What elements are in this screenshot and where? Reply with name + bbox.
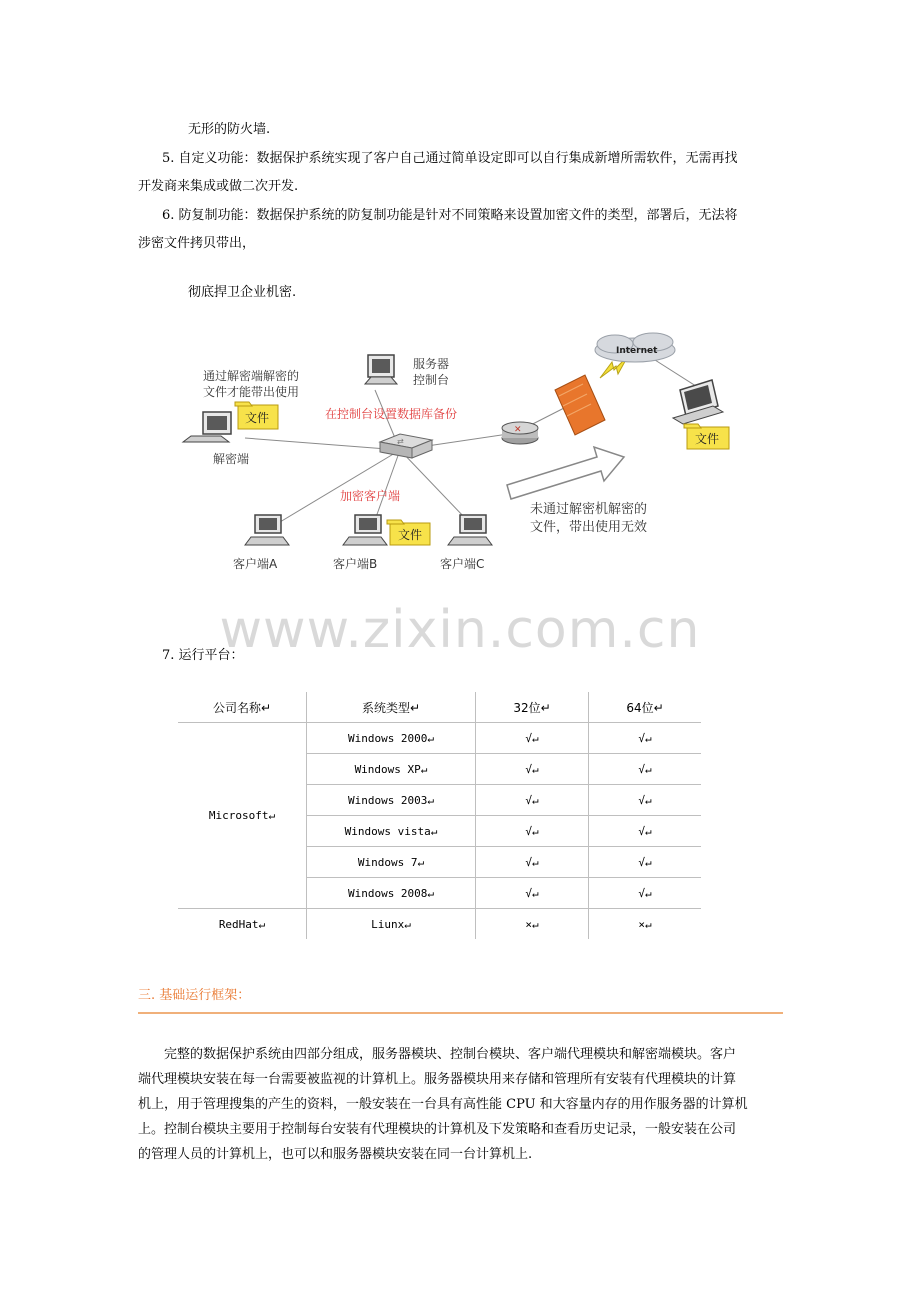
body-line: 端代理模块安装在每一台需要被监视的计算机上。服务器模块用来存储和管理所有安装有代理模块的计算 — [138, 1072, 737, 1087]
company-cell: Microsoft↵ — [178, 723, 307, 909]
text-line: 涉密文件拷贝带出， — [138, 236, 256, 251]
bit32-cell: √↵ — [476, 723, 589, 754]
laptop-icon — [673, 380, 723, 424]
bit64-cell: √↵ — [589, 847, 702, 878]
text-line: 开发商来集成或做二次开发. — [138, 179, 299, 194]
svg-text:✕: ✕ — [514, 425, 522, 435]
bit64-cell: √↵ — [589, 723, 702, 754]
body-paragraph — [138, 1042, 788, 1167]
file-icon — [387, 520, 430, 545]
text-line: 彻底捍卫企业机密. — [188, 285, 297, 300]
file-icon — [684, 424, 729, 449]
platform-table — [178, 692, 701, 939]
client-b-icon — [343, 515, 387, 545]
internet-cloud-icon — [595, 333, 675, 362]
watermark: www.zixin.com.cn — [219, 600, 701, 660]
client-c-icon — [448, 515, 492, 545]
svg-text:文件: 文件 — [695, 432, 720, 446]
client-label: 加密客户端 — [340, 489, 401, 503]
section-title: 三. 基础运行框架： — [138, 988, 251, 1003]
svg-text:⇄: ⇄ — [397, 437, 404, 446]
svg-text:文件: 文件 — [398, 528, 423, 542]
table-row — [178, 723, 701, 754]
note-decrypt-1: 通过解密端解密的 — [203, 369, 300, 383]
bit32-cell: ×↵ — [476, 909, 589, 940]
arrow-icon — [507, 447, 624, 499]
bit64-cell: √↵ — [589, 878, 702, 909]
firewall-icon — [555, 375, 605, 435]
server-label-1: 服务器 — [413, 357, 450, 371]
backup-label: 在控制台设置数据库备份 — [325, 407, 458, 421]
bit64-cell: ×↵ — [589, 909, 702, 940]
decrypt-monitor-icon — [183, 412, 231, 442]
os-cell: Windows vista↵ — [307, 816, 476, 847]
file-icon — [235, 402, 278, 429]
bit32-cell: √↵ — [476, 878, 589, 909]
os-cell: Liunx↵ — [307, 909, 476, 940]
client-c-label: 客户端C — [440, 557, 485, 571]
client-a-label: 客户端A — [233, 557, 278, 571]
client-a-icon — [245, 515, 289, 545]
header-company: 公司名称↵ — [178, 692, 307, 723]
note-fail-1: 未通过解密机解密的 — [530, 502, 648, 517]
header-32: 32位↵ — [476, 692, 589, 723]
header-os: 系统类型↵ — [307, 692, 476, 723]
company-cell: RedHat↵ — [178, 909, 307, 940]
bit64-cell: √↵ — [589, 816, 702, 847]
bit32-cell: √↵ — [476, 816, 589, 847]
note-fail-2: 文件，带出使用无效 — [530, 520, 648, 535]
os-cell: Windows 2008↵ — [307, 878, 476, 909]
text-line: 5. 自定义功能：数据保护系统实现了客户自己通过简单设定即可以自行集成新增所需软件，无需再找 — [162, 151, 738, 166]
server-label-2: 控制台 — [413, 373, 450, 387]
switch-icon — [380, 434, 432, 458]
server-monitor-icon — [365, 355, 397, 384]
body-line: 机上，用于管理搜集的产生的资料，一般安装在一台具有高性能 CPU 和大容量内存的用作服务器的计算机 — [138, 1097, 748, 1112]
bit64-cell: √↵ — [589, 785, 702, 816]
bit32-cell: √↵ — [476, 754, 589, 785]
header-64: 64位↵ — [589, 692, 702, 723]
text-line: 无形的防火墙. — [188, 122, 271, 137]
os-cell: Windows XP↵ — [307, 754, 476, 785]
bit32-cell: √↵ — [476, 847, 589, 878]
svg-text:Internet: Internet — [616, 346, 658, 356]
body-line: 完整的数据保护系统由四部分组成，服务器模块、控制台模块、客户端代理模块和解密端模块。客户 — [138, 1047, 737, 1062]
svg-text:文件: 文件 — [245, 411, 270, 425]
section-divider — [138, 1012, 783, 1014]
body-line: 上。控制台模块主要用于控制每台安装有代理模块的计算机及下发策略和查看历史记录，一般安装在公司 — [138, 1122, 737, 1137]
bit32-cell: √↵ — [476, 785, 589, 816]
router-icon — [502, 422, 538, 444]
text-line: 6. 防复制功能：数据保护系统的防复制功能是针对不同策略来设置加密文件的类型，部署后，无法将 — [162, 208, 738, 223]
table-row — [178, 909, 701, 940]
bit64-cell: √↵ — [589, 754, 702, 785]
decrypt-label: 解密端 — [213, 452, 250, 466]
body-line: 的管理人员的计算机上，也可以和服务器模块安装在同一台计算机上. — [138, 1147, 533, 1162]
os-cell: Windows 2000↵ — [307, 723, 476, 754]
table-header-row — [178, 692, 701, 723]
platform-heading: 7. 运行平台： — [162, 648, 244, 663]
os-cell: Windows 2003↵ — [307, 785, 476, 816]
os-cell: Windows 7↵ — [307, 847, 476, 878]
client-b-label: 客户端B — [333, 557, 378, 571]
note-decrypt-2: 文件才能带出使用 — [203, 385, 300, 399]
network-diagram — [175, 330, 745, 580]
